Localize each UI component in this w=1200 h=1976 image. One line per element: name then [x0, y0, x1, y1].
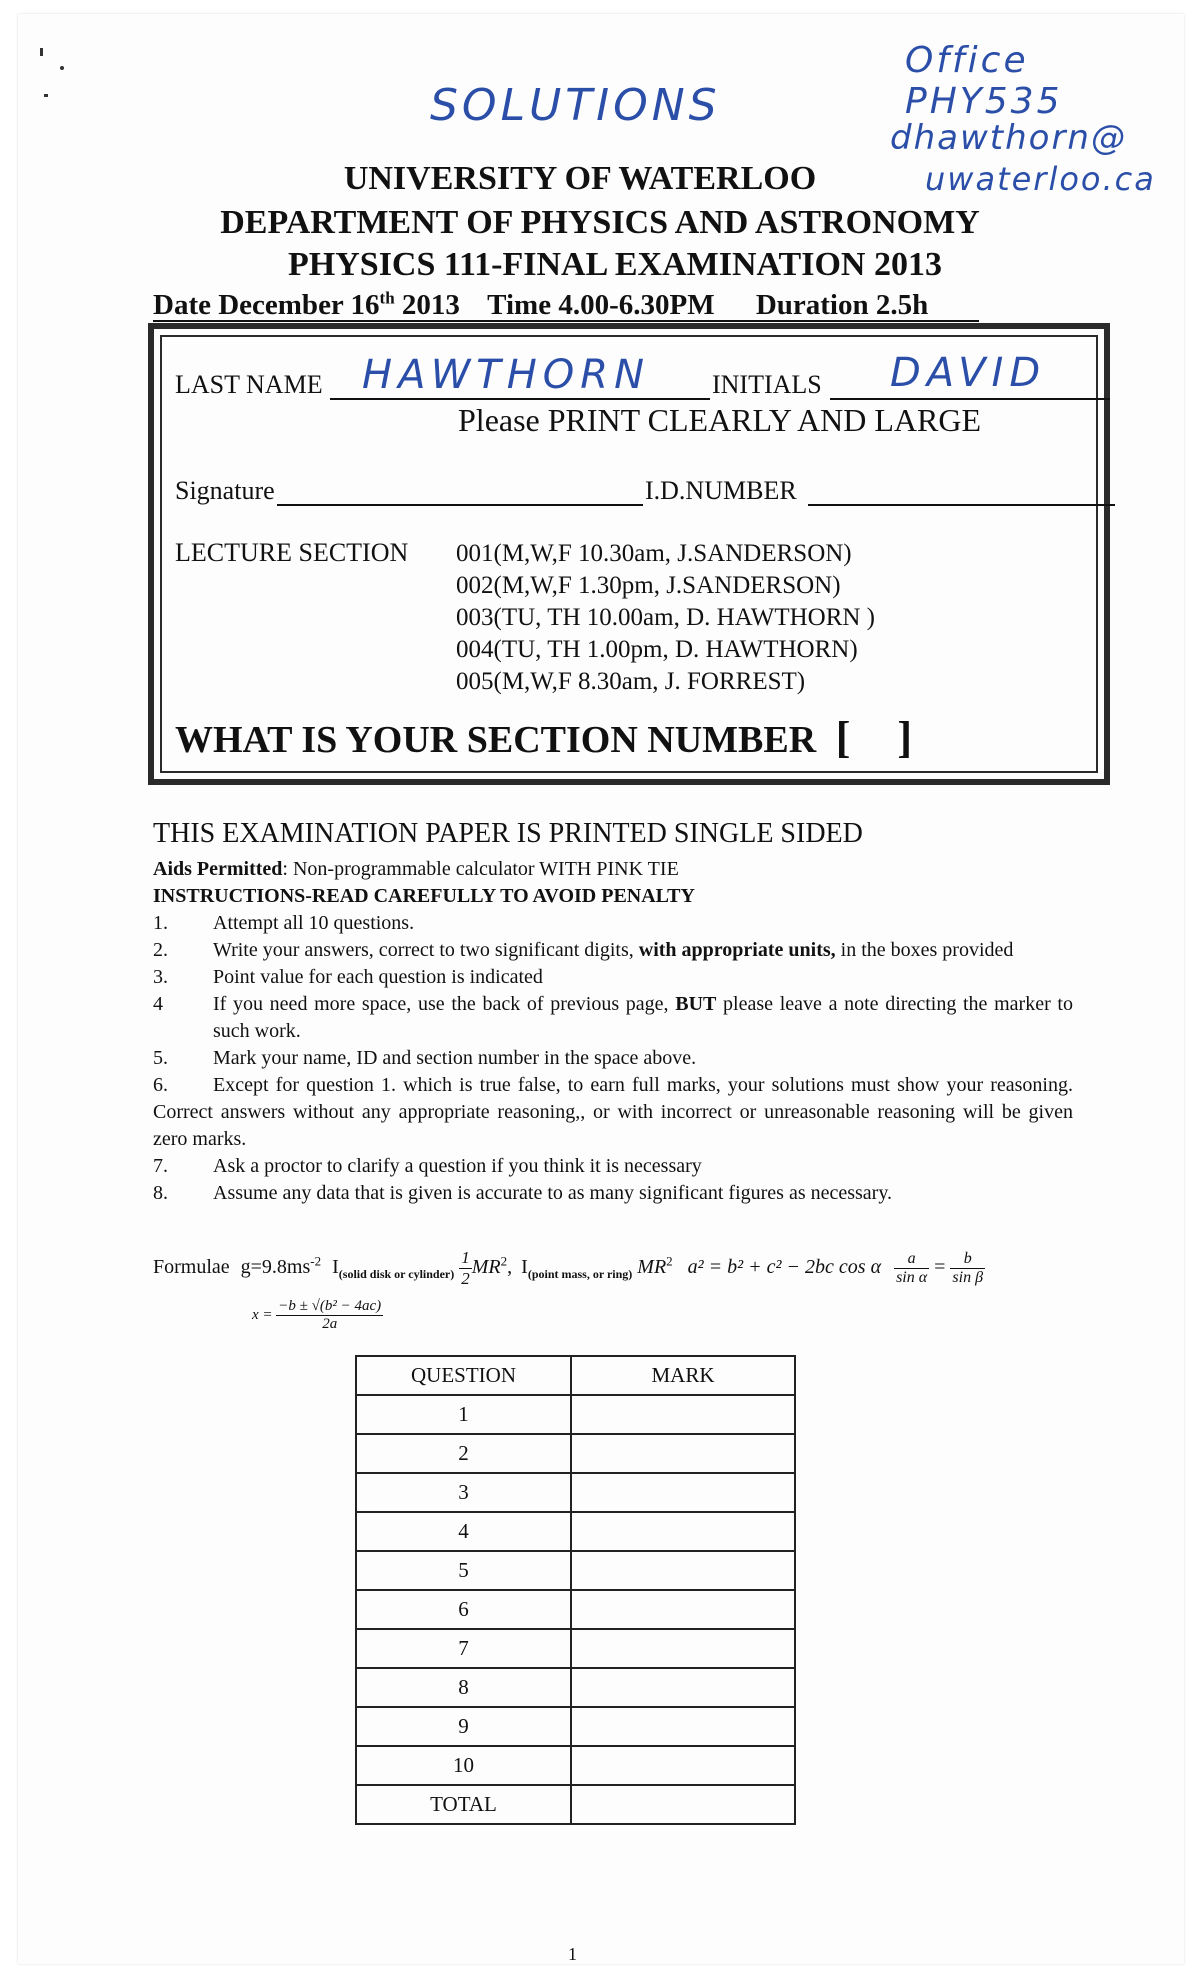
- mark-cell[interactable]: [571, 1551, 795, 1590]
- question-number: 5: [356, 1551, 571, 1590]
- print-note: Please PRINT CLEARLY AND LARGE: [458, 402, 981, 438]
- table-row: [356, 1746, 795, 1785]
- question-number: 2: [356, 1434, 571, 1473]
- exam-duration: Duration 2.5h: [755, 288, 929, 321]
- mark-cell[interactable]: [571, 1746, 795, 1785]
- exam-date: Date December 16th 2013: [153, 288, 460, 321]
- instruction-item: 6. Except for question 1. which is true false, to earn full marks, your solutions must show your reasoning. Correct answers without any appropriate reasoning,, or with incorrect or unreasonable reasoning will be given zero marks.: [153, 1074, 1073, 1150]
- exam-time: Time 4.00-6.30PM: [487, 288, 715, 321]
- table-row: [356, 1473, 795, 1512]
- initials-field[interactable]: [830, 398, 1110, 400]
- section-option: 005(M,W,F 8.30am, J. FORREST): [456, 668, 806, 695]
- marks-table: [355, 1355, 796, 1825]
- last-name-label: LAST NAME: [175, 370, 323, 399]
- page-number: 1: [568, 1944, 577, 1964]
- section-number-input[interactable]: [ ]: [835, 713, 930, 762]
- instructions-heading: INSTRUCTIONS-READ CAREFULLY TO AVOID PENALTY: [153, 885, 695, 907]
- inertia-solid-formula: $I_{(solid disk or cylinder)}$ $\frac{1}{2}$ $MR^2$,: [332, 1248, 518, 1288]
- handwritten-solutions: SOLUTIONS: [430, 80, 721, 131]
- single-sided-notice: THIS EXAMINATION PAPER IS PRINTED SINGLE SIDED: [153, 818, 863, 849]
- lecture-section-label: LECTURE SECTION: [175, 538, 409, 567]
- last-name-value: HAWTHORN: [362, 352, 650, 398]
- section-option: 001(M,W,F 10.30am, J.SANDERSON): [456, 540, 852, 567]
- mark-cell[interactable]: [571, 1395, 795, 1434]
- table-row: [356, 1590, 795, 1629]
- instruction-item: 8. Assume any data that is given is accurate to as many significant figures as necessary.: [153, 1182, 893, 1204]
- date-underline: [153, 320, 979, 322]
- quadratic-formula: x = $\frac{\text{−b ± √(b² − 4ac)}}{2a}$: [252, 1298, 382, 1332]
- total-mark-cell[interactable]: [571, 1785, 795, 1824]
- section-option: 003(TU, TH 10.00am, D. HAWTHORN ): [456, 604, 876, 631]
- table-row: [356, 1512, 795, 1551]
- signature-field[interactable]: [277, 504, 643, 506]
- instruction-item: 5. Mark your name, ID and section number in the space above.: [153, 1047, 697, 1069]
- question-number: 4: [356, 1512, 571, 1551]
- question-number: 9: [356, 1707, 571, 1746]
- question-number: 8: [356, 1668, 571, 1707]
- instruction-item: 4 If you need more space, use the back of previous page, BUT please leave a note directing the marker to such work.: [153, 993, 1073, 1042]
- sine-law-formula: $\frac{a}{\text{sin α}}$ = $\frac{b}{\text{sin β}}$: [896, 1250, 984, 1286]
- id-number-field[interactable]: [808, 504, 1115, 506]
- initials-label: INITIALS: [712, 370, 822, 399]
- scan-mark: [60, 66, 64, 70]
- table-header-row: [356, 1356, 795, 1395]
- mark-cell[interactable]: [571, 1434, 795, 1473]
- initials-value: DAVID: [890, 350, 1047, 396]
- signature-label: Signature: [175, 476, 275, 505]
- table-row: [356, 1629, 795, 1668]
- formulae-line: [153, 1248, 985, 1289]
- table-row: [356, 1551, 795, 1590]
- inertia-point-formula: $I_{(point mass, or ring)}$ $MR^2$: [521, 1253, 673, 1282]
- university-title: UNIVERSITY OF WATERLOO: [343, 160, 817, 197]
- mark-cell[interactable]: [571, 1668, 795, 1707]
- cosine-law-formula: a² = b² + c² − 2bc cos α: [687, 1256, 882, 1279]
- instruction-item: 1. Attempt all 10 questions.: [153, 912, 415, 934]
- table-row: [356, 1395, 795, 1434]
- aids-permitted: Aids Permitted: Non-programmable calculator WITH PINK TIE: [153, 858, 679, 880]
- column-header-mark: MARK: [571, 1356, 795, 1395]
- mark-cell[interactable]: [571, 1629, 795, 1668]
- handwritten-email-2: uwaterloo.ca: [925, 160, 1156, 198]
- exam-title: PHYSICS 111-FINAL EXAMINATION 2013: [288, 246, 942, 283]
- question-number: 3: [356, 1473, 571, 1512]
- column-header-question: QUESTION: [356, 1356, 571, 1395]
- last-name-field[interactable]: [330, 398, 710, 400]
- date-line: [153, 288, 928, 322]
- question-number: 6: [356, 1590, 571, 1629]
- instruction-item: 7. Ask a proctor to clarify a question if you think it is necessary: [153, 1155, 702, 1177]
- instruction-item: 3. Point value for each question is indicated: [153, 966, 543, 988]
- mark-cell[interactable]: [571, 1473, 795, 1512]
- scan-mark: [44, 94, 48, 97]
- gravity-formula: $g=9.8ms^{-2}$: [240, 1253, 322, 1279]
- table-row: [356, 1707, 795, 1746]
- mark-cell[interactable]: [571, 1707, 795, 1746]
- mark-cell[interactable]: [571, 1590, 795, 1629]
- section-option: 004(TU, TH 1.00pm, D. HAWTHORN): [456, 636, 858, 663]
- formulae-label: Formulae: [153, 1256, 230, 1279]
- question-number: 10: [356, 1746, 571, 1785]
- table-row: [356, 1434, 795, 1473]
- lecture-section-list: [456, 538, 875, 698]
- id-number-label: I.D.NUMBER: [645, 476, 797, 505]
- scan-mark: [40, 48, 43, 56]
- mark-cell[interactable]: [571, 1512, 795, 1551]
- question-number: 1: [356, 1395, 571, 1434]
- department-title: DEPARTMENT OF PHYSICS AND ASTRONOMY: [220, 204, 980, 241]
- handwritten-office: Office PHY535: [905, 40, 1063, 122]
- instructions-list: [153, 910, 1073, 1207]
- question-number: 7: [356, 1629, 571, 1668]
- table-total-row: [356, 1785, 795, 1824]
- handwritten-email-1: dhawthorn@: [890, 118, 1127, 158]
- total-label: TOTAL: [356, 1785, 571, 1824]
- section-option: 002(M,W,F 1.30pm, J.SANDERSON): [456, 572, 841, 599]
- instruction-item: 2. Write your answers, correct to two significant digits, with appropriate units, in the boxes provided: [153, 939, 1014, 961]
- section-number-question: WHAT IS YOUR SECTION NUMBER [ ]: [175, 713, 930, 762]
- table-row: [356, 1668, 795, 1707]
